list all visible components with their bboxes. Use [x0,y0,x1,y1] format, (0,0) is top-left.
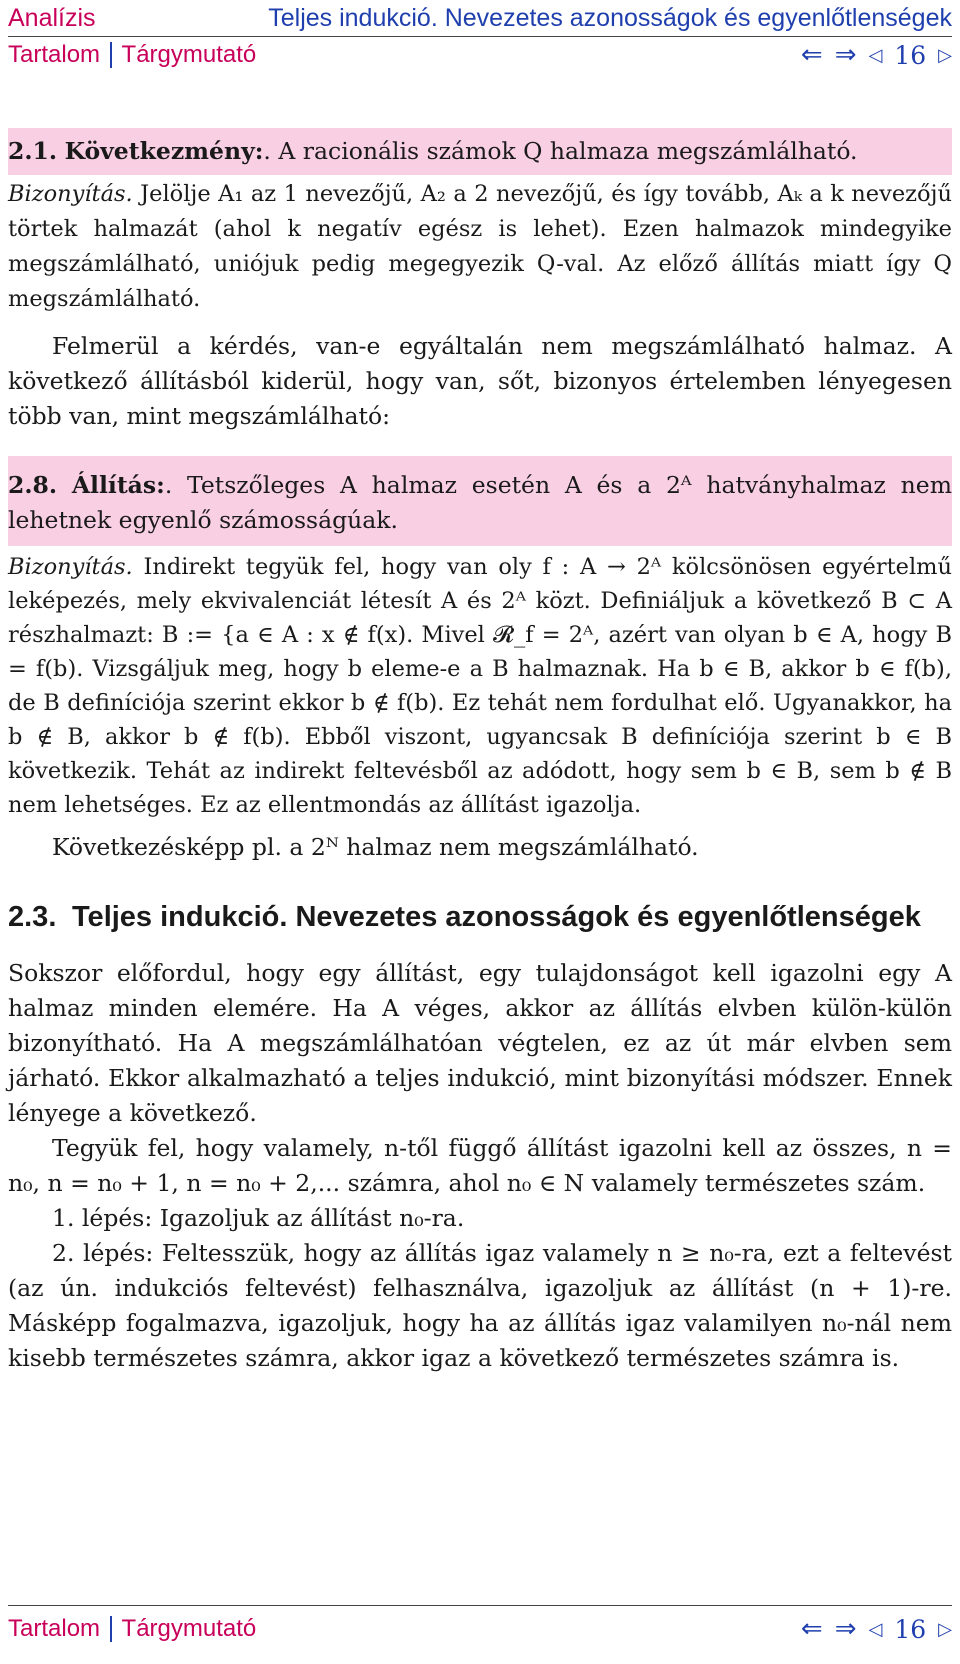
proof-1-label: Bizonyítás. [8,181,133,207]
footer-page-number: 16 [894,1614,927,1644]
corollary [8,134,952,169]
theorem-number: 2.8. [8,471,58,499]
app-title-link[interactable]: Analízis [8,3,96,32]
contents-link[interactable]: Tartalom [8,41,101,68]
back-arrow-icon[interactable]: ⇐ [800,40,823,70]
next-page-icon[interactable]: ▷ [938,44,952,66]
footer-next-page-icon[interactable]: ▷ [938,1618,952,1640]
header-title-row [8,0,952,37]
corollary-number: 2.1. [8,137,58,165]
nav-bar-bottom [8,1606,952,1652]
index-link[interactable]: Tárgymutató [121,41,257,68]
section-title: Teljes indukció. Nevezetes azonosságok és egyenlőtlenségek [72,901,921,933]
proof-1 [8,177,952,317]
page-number: 16 [894,40,927,70]
proof-2-text: Indirekt tegyük fel, hogy van oly f : A → 2ᴬ kölcsönösen egyértelmű leképezés, mely ekvivalenciát létesít A és 2ᴬ közt. Definiáljuk a következő B ⊂ A részhalmazt: B := {a ∈ A : x ∉ f(x). Mivel 𝓡_f = 2ᴬ, azért van olyan b ∈ A, hogy B = f(b). Vizsgáljuk meg, hogy b eleme-e a B halmaznak. Ha b ∈ B, akkor b ∈ f(b), de B definíciója szerint ekkor b ∉ f(b). Ez tehát nem fordulhat elő. Ugyanakkor, ha b ∉ B, akkor b ∉ f(b). Ebből viszont, ugyancsak B definíciója szerint b ∈ B következik. Tehát az indirekt feltevésből az adódott, hogy sem b ∈ B, sem b ∉ B nem lehetséges. Ez az ellentmondás az állítást igazolja. [8,554,952,818]
footer-contents-link[interactable]: Tartalom [8,1615,101,1642]
paragraph-1: Felmerül a kérdés, van-e egyáltalán nem megszámlálható halmaz. A következő állításból kiderül, hogy van, sőt, bizonyos értelemben lényegesen több van, mint megszámlálható: [8,332,952,430]
section-title-header: Teljes indukció. Nevezetes azonosságok és egyenlőtlenségek [268,3,952,32]
section-number: 2.3. [8,901,57,933]
step-1: 1. lépés: Igazoljuk az állítást n₀-ra. [52,1204,465,1232]
step-2: 2. lépés: Feltesszük, hogy az állítás igaz valamely n ≥ n₀-ra, ezt a feltevést (az ún. indukciós feltevést) felhasználva, igazoljuk az állítást (n + 1)-re. Másképp fogalmazva, igazoljuk, hogy ha az állítás igaz valamilyen n₀-nál nem kisebb természetes számra, akkor igaz a következő természetes számra is. [8,1239,952,1372]
section-heading [8,899,952,936]
theorem-box [8,456,952,546]
corollary-label: Következmény: [64,137,264,165]
paragraph-3: Sokszor előfordul, hogy egy állítást, egy tulajdonságot kell igazolni egy A halmaz minden elemére. Ha A véges, akkor az állítás elvben külön-külön bizonyítható. Ha A megszámlálhatóan végtelen, ez az út már elvben sem járható. Ekkor alkalmazható a teljes indukció, mint bizonyítási módszer. Ennek lényege a következő. [8,959,952,1127]
page-header [8,0,952,73]
footer-prev-page-icon[interactable]: ◁ [868,1618,883,1640]
proof-2-label: Bizonyítás. [8,554,133,580]
footer-back-arrow-icon[interactable]: ⇐ [800,1614,823,1644]
proof-1-text: Jelölje A₁ az 1 nevezőjű, A₂ a 2 nevezőjű, és így tovább, Aₖ a k nevezőjű törtek halmazát (ahol k negatív egész is lehet). Ezen halmazok mindegyike megszámlálható, uniójuk pedig megegyezik Q-val. Az előző állítás miatt így Q megszámlálható. [8,181,953,312]
paragraph-2: Következésképp pl. a 2ᴺ halmaz nem megszámlálható. [52,833,699,861]
proof-2 [8,550,952,822]
theorem [8,468,952,538]
corollary-box [8,128,952,175]
paragraph-4: Tegyük fel, hogy valamely, n-től függő állítást igazolni kell az összes, n = n₀, n = n₀ + 1, n = n₀ + 2,... számra, ahol n₀ ∈ N valamely természetes szám. [8,1134,952,1197]
page-footer [8,1605,952,1652]
footer-nav-separator [110,1616,112,1642]
forward-arrow-icon[interactable]: ⇒ [834,40,857,70]
theorem-label: Állítás: [71,471,165,499]
nav-bar-top [8,37,952,73]
nav-separator [110,42,112,68]
footer-forward-arrow-icon[interactable]: ⇒ [834,1614,857,1644]
corollary-text: . A racionális számok Q halmaza megszámlálható. [263,137,858,165]
theorem-text: . Tetszőleges A halmaz esetén A és a 2ᴬ hatványhalmaz nem lehetnek egyenlő számosságúak. [8,471,952,534]
footer-index-link[interactable]: Tárgymutató [121,1615,257,1642]
page-content [8,128,952,1376]
prev-page-icon[interactable]: ◁ [868,44,883,66]
